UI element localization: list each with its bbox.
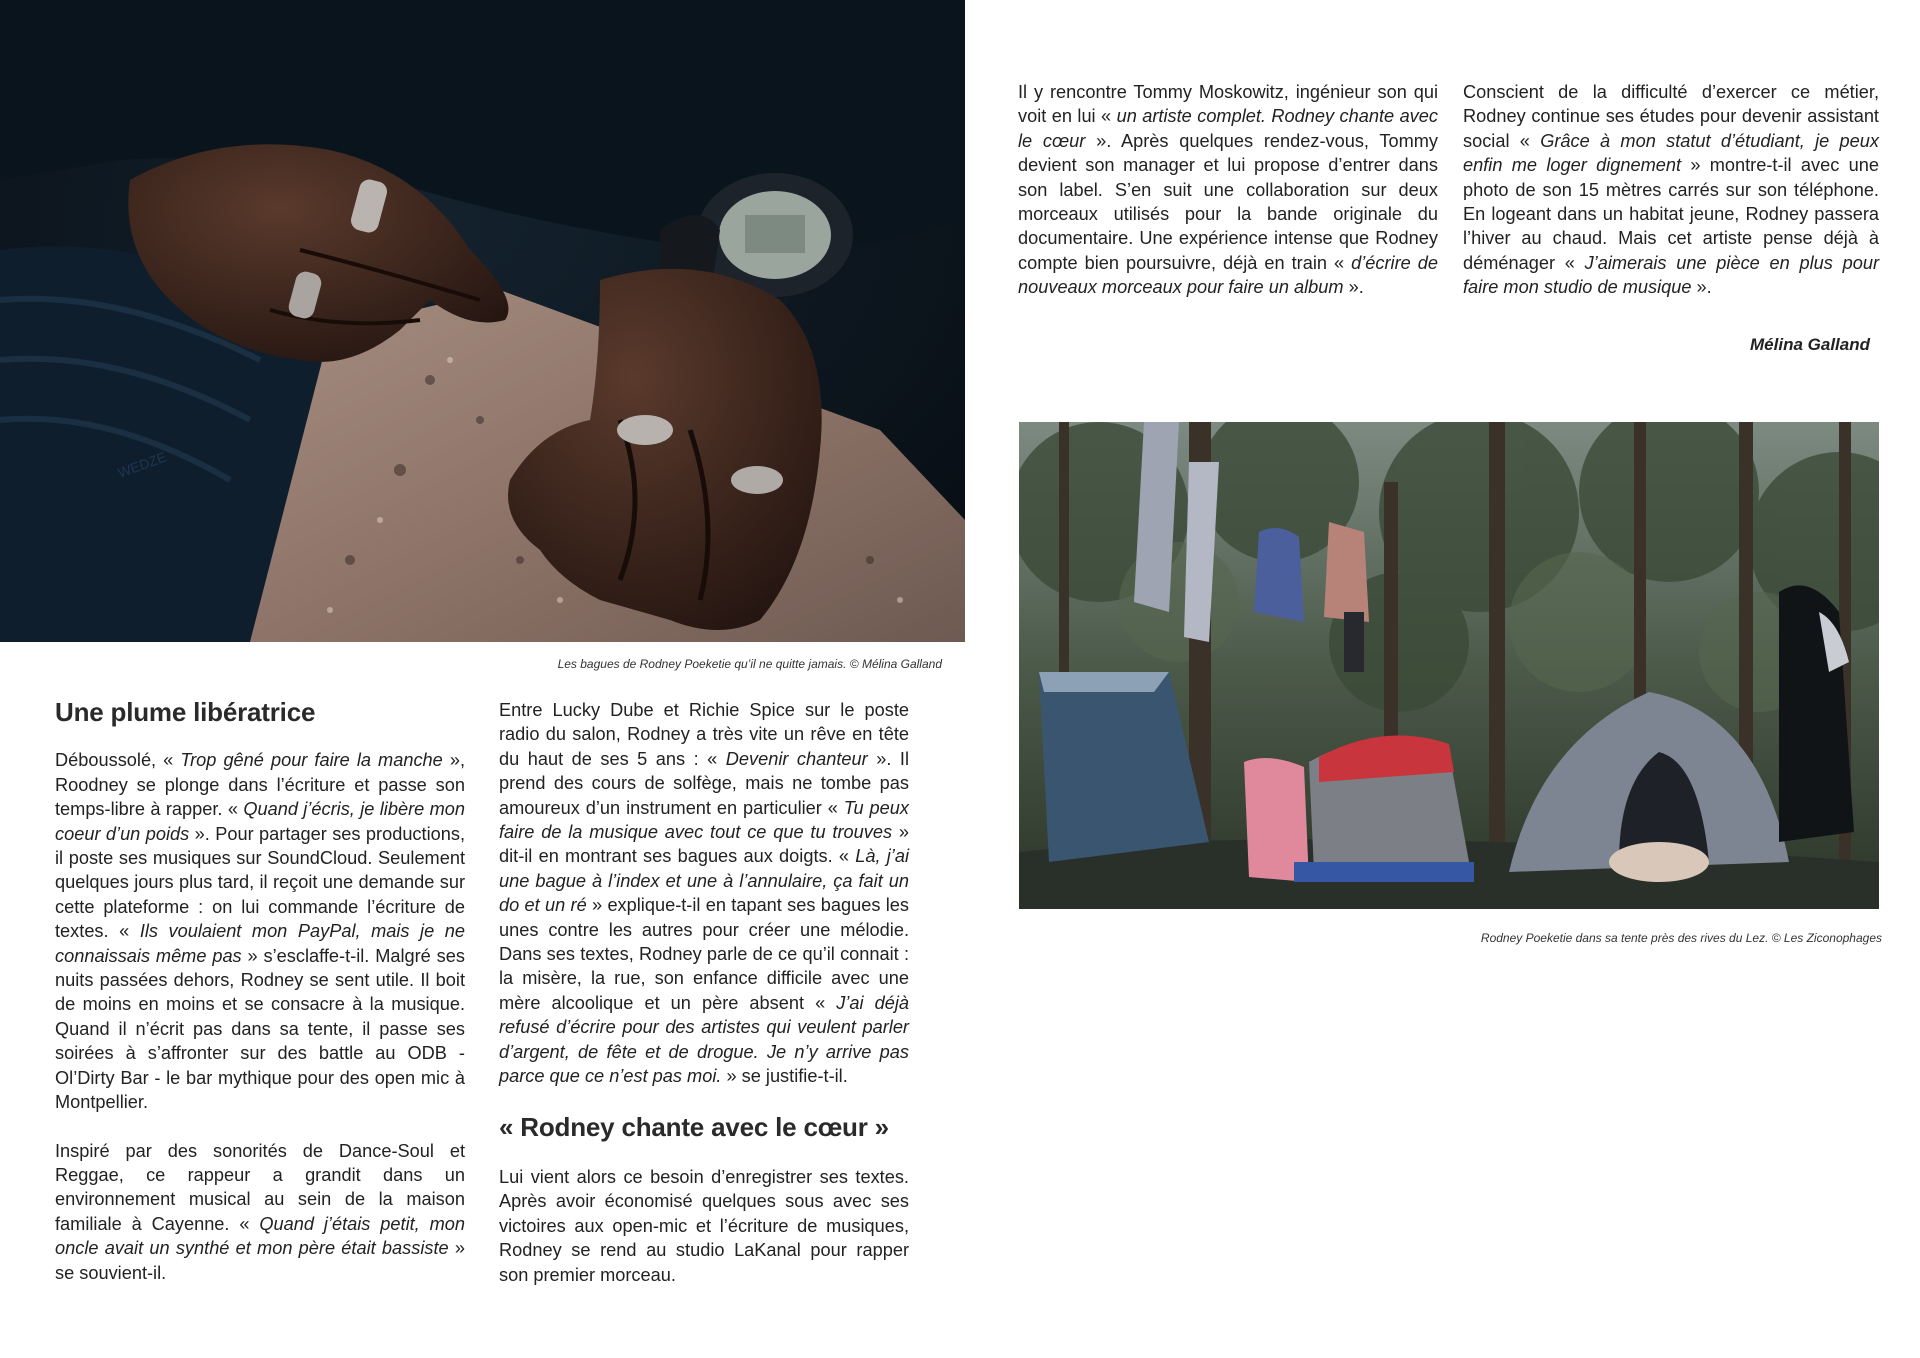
text-run: Conscient de la difficulté d’exercer ce métier, Rodney continue ses études pour devenir assistant social « [1463,82,1879,151]
author-signature: Mélina Galland [1750,335,1870,354]
quote-text: J’aimerais une pièce en plus pour faire mon studio de musique [1463,252,1879,298]
text-run: ». Pour partager ses productions, il poste ses musiques sur SoundCloud. Seulement quelques jours plus tard, il reçoit une demande sur cette plateforme : on lui commande l’écriture de textes. « [55,823,465,942]
paragraph [499,1165,909,1287]
photo1-caption: Les bagues de Rodney Poeketie qu’il ne quitte jamais. © Mélina Galland [557,657,942,671]
quote-text: Devenir chanteur [725,748,868,769]
paragraph [1463,80,1879,300]
column-4 [1463,80,1879,324]
photo2-caption: Rodney Poeketie dans sa tente près des rives du Lez. © Les Ziconophages [1480,931,1882,945]
text-run: Lui vient alors ce besoin d’enregistrer ses textes. Après avoir économisé quelques sous avec ses victoires aux open-mic et l’écriture de musiques, Rodney se rend au studio LaKanal pour rapper son premier morceau. [499,1166,909,1285]
photo-hands-rings [0,0,965,642]
quote-text: Là, j’ai une bague à l’index et une à l’annulaire, ça fait un do et un ré [499,846,909,916]
text-run: » s’esclaffe-t-il. Malgré ses nuits passées dehors, Rodney se sent utile. Il boit de moins en moins et se consacre à la musique. Quand il n’écrit pas dans sa tente, il passe ses soirées à s’affronter sur des battle au ODB - Ol’Dirty Bar - le bar mythique pour des open mic à Montpellier. [55,945,465,1113]
column-3 [1018,80,1438,324]
text-run: ». Il prend des cours de solfège, mais ne tombe pas amoureux d’un instrument en particulier « [499,748,909,818]
text-run: ». Après quelques rendez-vous, Tommy devient son manager et lui propose d’entrer dans son label. S’en suit une collaboration sur deux morceaux utilisés pour la bande originale du documentaire. Une expérience intense que Rodney compte bien poursuivre, déjà en train « [1018,130,1438,273]
text-run: » explique-t-il en tapant ses bagues les unes contre les autres pour créer une mélodie. Dans ses textes, Rodney parle de ce qu’il connait : la misère, la rue, son enfance difficile avec une mère alcoolique et un père absent « [499,895,909,1013]
text-run: Inspiré par des sonorités de Dance-Soul et Reggae, ce rappeur a grandit dans un environnement musical au sein de la maison familiale à Cayenne. « [55,1140,465,1234]
text-run: » se souvient-il. [55,1238,466,1283]
text-run: », Roodney se plonge dans l’écriture et passe son temps-libre à rapper. « [55,750,466,820]
quote-text: d’écrire de nouveaux morceaux pour faire un album [1018,252,1438,298]
text-run: Déboussolé, « [55,750,181,771]
section-heading-coeur: « Rodney chante avec le cœur » [499,1111,889,1142]
quote-text: Trop gêné pour faire la manche [180,750,443,771]
quote-text: Quand j’écris, je libère mon coeur d’un poids [55,799,465,844]
text-run: » se justifie-t-il. [721,1066,848,1087]
column-2 [499,698,909,1311]
quote-text: un artiste complet. Rodney chante avec le cœur [1018,106,1438,151]
text-run: » dit-il en montrant ses bagues aux doigts. « [499,822,910,867]
column-1 [55,697,466,1309]
paragraph [499,698,909,1089]
quote-text: Tu peux faire de la musique avec tout ce que tu trouves [499,797,909,843]
text-run: ». [1691,277,1712,298]
text-run: ». [1343,277,1364,298]
text-run: Entre Lucky Dube et Richie Spice sur le poste radio du salon, Rodney a très vite un rêve en tête du haut de ses 5 ans : « [499,700,909,769]
paragraph [1018,80,1438,300]
paragraph [55,1139,465,1285]
text-run: Il y rencontre Tommy Moskowitz, ingénieur son qui voit en lui « [1018,82,1438,127]
photo-tent-forest [1019,422,1879,909]
text-run: » montre-t-il avec une photo de son 15 mètres carrés sur son téléphone. En logeant dans un habitat jeune, Rodney passera l’hiver au chaud. Mais cet artiste pense déjà à déménager « [1463,155,1879,273]
paragraph [55,748,465,1114]
quote-text: Quand j’étais petit, mon oncle avait un synthé et mon père était bassiste [55,1213,465,1259]
quote-text: Ils voulaient mon PayPal, mais je ne connaissais même pas [55,921,465,966]
section-heading-plume: Une plume libératrice [55,697,316,727]
photo-fabric-label: WEDZE [115,448,169,481]
quote-text: J’ai déjà refusé d’écrire pour des artistes qui veulent parler d’argent, de fête et de drogue. Je n’y arrive pas parce que ce n’est pas moi. [499,992,909,1087]
quote-text: Grâce à mon statut d’étudiant, je peux enfin me loger dignement [1463,130,1879,176]
